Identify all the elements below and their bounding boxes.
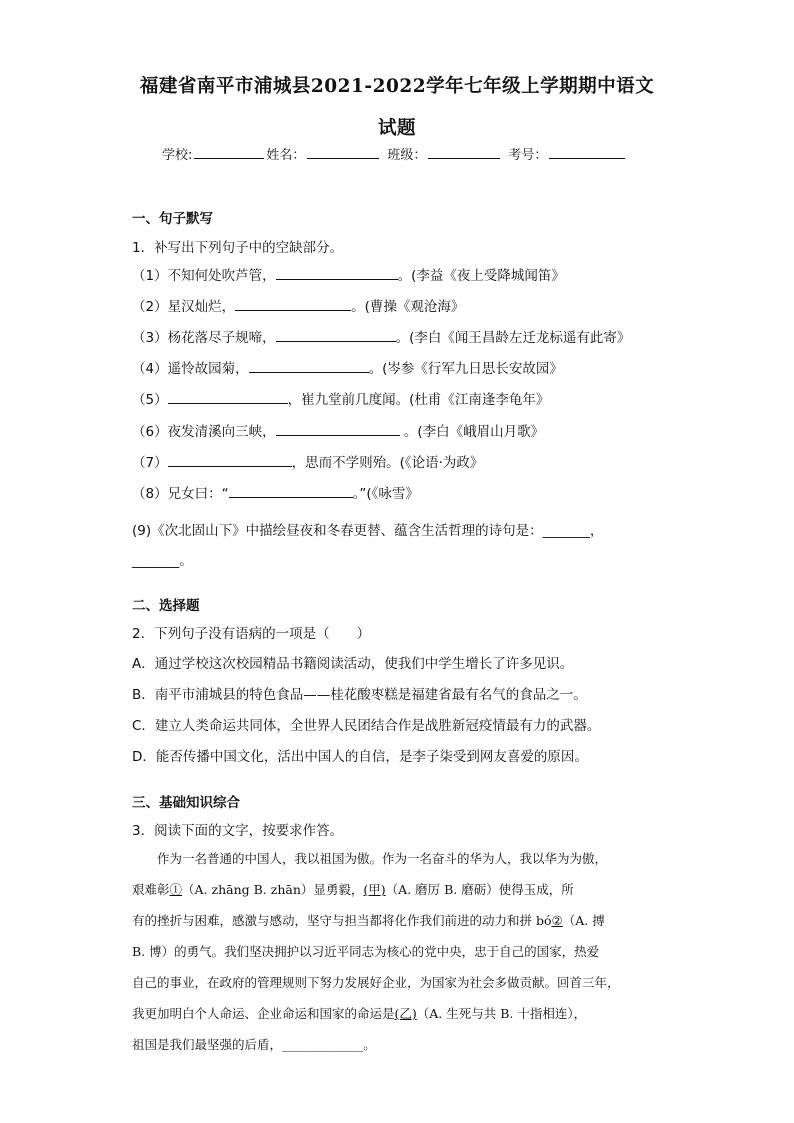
- item-prefix: （4）遥怜故园菊，: [132, 361, 249, 377]
- passage-text: （A. 生死与共 B. 十指相连），: [416, 1006, 587, 1021]
- answer-blank[interactable]: [276, 328, 396, 342]
- item-suffix: ，思而不学则殆。(《论语·为政》: [291, 455, 484, 471]
- item-suffix: 。(李白《峨眉山月歌》: [399, 424, 545, 440]
- item-suffix: 。(李益《夜上受降城闻笛》: [397, 268, 565, 284]
- fill-blank-item: [132, 388, 549, 408]
- answer-blank[interactable]: [276, 266, 398, 280]
- item-prefix: （3）杨花落尽子规啼，: [132, 330, 276, 346]
- fill-blank-item: [132, 420, 544, 440]
- passage-line: 自己的事业，在政府的管理规则下努力发展好企业，为国家为社会多做贡献。回首三年，: [132, 975, 620, 990]
- passage-blank-marker[interactable]: ②: [551, 913, 563, 928]
- passage-blank-marker[interactable]: ①: [169, 882, 183, 897]
- answer-blank[interactable]: [168, 390, 288, 404]
- page-title-line1: 福建省南平市浦城县2021-2022学年七年级上学期期中语文: [139, 76, 655, 97]
- name-blank[interactable]: [307, 146, 379, 159]
- question1: 1．补写出下列句子中的空缺部分。: [132, 240, 344, 256]
- item-prefix: （2）星汉灿烂，: [132, 299, 236, 315]
- passage-line: 作为一名普通的中国人，我以祖国为傲。作为一名奋斗的华为人，我以华为为傲，: [132, 851, 608, 866]
- question3: 3．阅读下面的文字，按要求作答。: [132, 823, 344, 839]
- fill-blank-item: [132, 295, 464, 315]
- class-label: 班级：: [387, 148, 427, 163]
- option-b[interactable]: B．南平市浦城县的特色食品——桂花酸枣糕是福建省最有名气的食品之一。: [132, 687, 587, 703]
- item9-line2: _______。: [132, 553, 193, 569]
- question2: 2．下列句子没有语病的一项是（ ）: [132, 626, 371, 642]
- answer-blank[interactable]: [235, 297, 351, 311]
- option-a[interactable]: A．通过学校这次校园精品书籍阅读活动，使我们中学生增长了许多见识。: [132, 656, 574, 672]
- passage-text: 我更加明白个人命运、企业命运和国家的命运是: [132, 1006, 395, 1021]
- school-label: 学校:: [162, 148, 193, 163]
- item-prefix: （7）: [132, 455, 168, 471]
- option-c[interactable]: C．建立人类命运共同体，全世界人民团结合作是战胜新冠疫情最有力的武器。: [132, 718, 601, 734]
- passage-text: （A. zhāng B. zhān）显勇毅，: [182, 882, 364, 897]
- fill-blank-item: [132, 482, 419, 502]
- answer-blank[interactable]: [249, 359, 369, 373]
- item-suffix: 。”(《咏雪》: [352, 486, 419, 502]
- passage-blank-marker[interactable]: (乙): [394, 1006, 417, 1021]
- passage-line: [132, 905, 667, 936]
- school-blank[interactable]: [194, 146, 264, 159]
- answer-blank[interactable]: [276, 422, 400, 436]
- reading-passage: [132, 843, 667, 1060]
- answer-blank[interactable]: [229, 484, 353, 498]
- passage-blank-marker[interactable]: (甲): [363, 882, 386, 897]
- fill-blank-item: [132, 326, 630, 346]
- item-prefix: （6）夜发清溪向三峡，: [132, 424, 276, 440]
- item-suffix: ，崔九堂前几度闻。(杜甫《江南逢李龟年》: [287, 392, 550, 408]
- page-title-line2: 试题: [377, 118, 416, 139]
- section3-heading: 三、基础知识综合: [132, 795, 240, 811]
- number-label: 考号：: [508, 148, 548, 163]
- class-blank[interactable]: [428, 146, 500, 159]
- item-prefix: （8）兄女曰：“: [132, 486, 229, 502]
- passage-text: （A. 磨厉 B. 磨砺）使得玉成，所: [385, 882, 574, 897]
- item9-line1: (9)《次北固山下》中描绘昼夜和冬春更替、蕴含生活哲理的诗句是：_______，: [132, 523, 604, 539]
- item-suffix: 。(李白《闻王昌龄左迁龙标遥有此寄》: [395, 330, 631, 346]
- section1-heading: 一、句子默写: [132, 211, 213, 227]
- number-blank[interactable]: [549, 146, 625, 159]
- passage-line: 祖国是我们最坚强的后盾，_____________。: [132, 1037, 376, 1052]
- fill-blank-item: [132, 451, 483, 471]
- option-d[interactable]: D．能否传播中国文化，活出中国人的自信，是李子柒受到网友喜爱的原因。: [132, 749, 588, 765]
- item-suffix: 。(岑参《行军九日思长安故园》: [368, 361, 563, 377]
- passage-text: 有的挫折与困难，感激与感动，坚守与担当都将化作我们前进的动力和拼 bó: [132, 913, 552, 928]
- passage-text: 艰难彰: [132, 882, 170, 897]
- item-prefix: （5）: [132, 392, 168, 408]
- fill-blank-item: [132, 264, 565, 284]
- answer-blank[interactable]: [168, 453, 292, 467]
- item-suffix: 。(曹操《观沧海》: [351, 299, 465, 315]
- passage-text: （A. 搏: [562, 913, 605, 928]
- fill-blank-item: [132, 357, 563, 377]
- item-prefix: （1）不知何处吹芦管，: [132, 268, 276, 284]
- passage-line: [132, 998, 667, 1029]
- section2-heading: 二、选择题: [132, 598, 200, 614]
- student-info-row: [162, 144, 627, 163]
- passage-line: B. 博）的勇气。我们坚决拥护以习近平同志为核心的党中央，忠于自己的国家，热爱: [132, 944, 600, 959]
- name-label: 姓名：: [266, 148, 306, 163]
- passage-line: [132, 874, 667, 905]
